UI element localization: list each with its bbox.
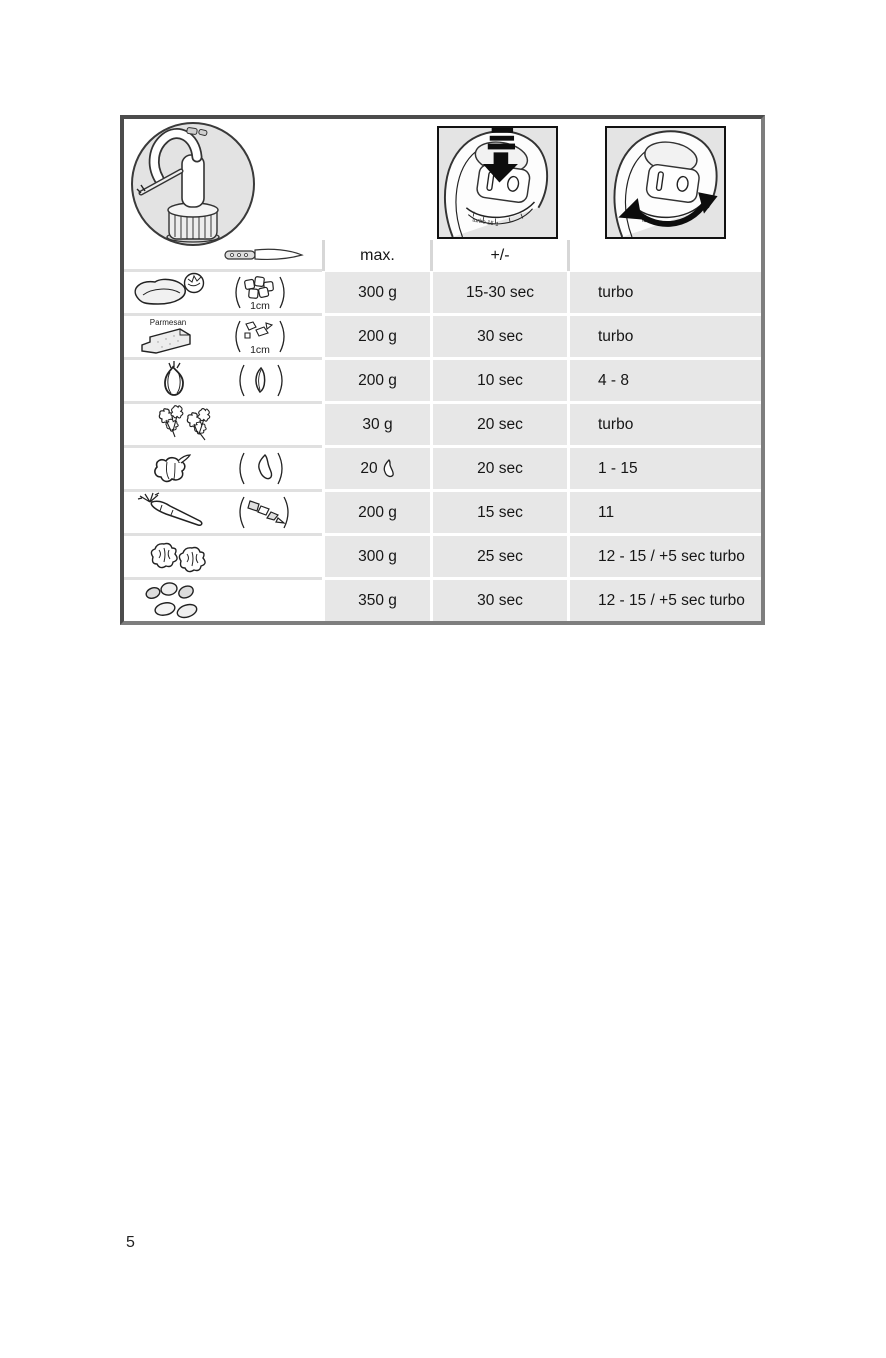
table-row-food-almonds: [124, 580, 322, 621]
table-row-food-onion: [124, 360, 322, 401]
knife-icon: [224, 246, 304, 264]
speed-cell: 4 - 8: [570, 360, 761, 401]
max-cell: 200 g: [325, 492, 430, 533]
garlic-icon: [128, 448, 318, 489]
dial-turn-drawing: [607, 128, 727, 237]
time-cell: 30 sec: [433, 580, 567, 621]
press-turbo-button-figure: [437, 126, 558, 239]
usage-table: [124, 272, 761, 621]
speed-cell: 12 - 15 / +5 sec turbo: [570, 536, 761, 577]
max-cell: 350 g: [325, 580, 430, 621]
parsley-icon: [128, 404, 318, 445]
header-divider: [430, 240, 433, 271]
column-header-time: +/-: [490, 247, 510, 264]
prep-size-label: 1cm: [250, 300, 270, 312]
max-value: 20: [360, 459, 378, 477]
table-row-food-parmesan: [124, 316, 322, 357]
table-row-food-herbs: [124, 404, 322, 445]
dial-press-drawing: [439, 128, 556, 237]
almonds-icon: [128, 580, 318, 621]
time-cell: 30 sec: [433, 316, 567, 357]
usage-table-panel: [120, 115, 765, 625]
max-cell: [325, 448, 430, 489]
time-cell: 20 sec: [433, 448, 567, 489]
dial-scale-text: turbo 15·1: [641, 217, 669, 229]
parmesan-icon: [128, 316, 318, 357]
time-cell: 15-30 sec: [433, 272, 567, 313]
chopper-attachment-illustration: [127, 121, 261, 251]
time-cell: 25 sec: [433, 536, 567, 577]
carrot-icon: [128, 492, 318, 533]
speed-cell: 12 - 15 / +5 sec turbo: [570, 580, 761, 621]
table-row-food-carrots: [124, 492, 322, 533]
turn-speed-dial-figure: [605, 126, 726, 239]
onion-icon: [128, 360, 318, 401]
max-cell: 30 g: [325, 404, 430, 445]
garlic-clove-icon: [382, 459, 395, 479]
header-divider: [567, 240, 570, 271]
column-header-max: max.: [360, 247, 395, 264]
table-row-food-walnuts: [124, 536, 322, 577]
page-number: 5: [126, 1234, 135, 1251]
speed-cell: turbo: [570, 316, 761, 357]
header-divider: [322, 240, 325, 271]
max-cell: 300 g: [325, 536, 430, 577]
table-row-food-garlic: [124, 448, 322, 489]
max-cell: 300 g: [325, 272, 430, 313]
meat-tomato-icon: [128, 272, 318, 313]
table-row-food-meat: [124, 272, 322, 313]
parmesan-label: Parmesan: [149, 318, 187, 327]
time-cell: 20 sec: [433, 404, 567, 445]
speed-cell: 11: [570, 492, 761, 533]
max-cell: 200 g: [325, 360, 430, 401]
max-cell: 200 g: [325, 316, 430, 357]
walnuts-icon: [128, 536, 318, 577]
time-cell: 10 sec: [433, 360, 567, 401]
prep-size-label: 1cm: [250, 344, 270, 356]
speed-cell: turbo: [570, 404, 761, 445]
speed-cell: 1 - 15: [570, 448, 761, 489]
dial-scale-text: turbo 15·1: [471, 217, 500, 229]
time-cell: 15 sec: [433, 492, 567, 533]
speed-cell: turbo: [570, 272, 761, 313]
